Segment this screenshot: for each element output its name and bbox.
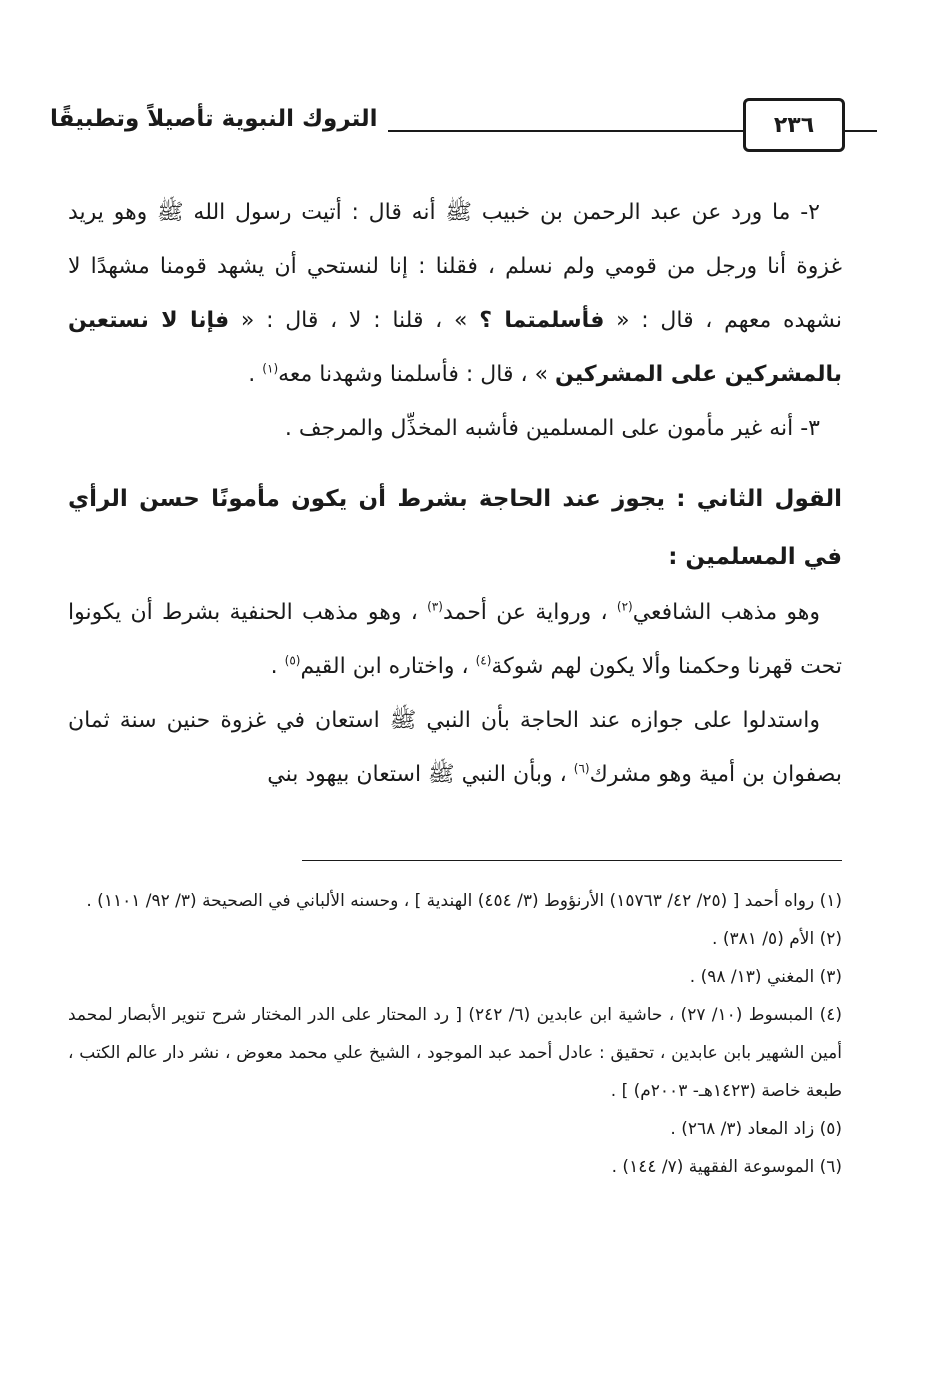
footnote-2: (٢) الأم (٥/ ٣٨١) . [712, 929, 842, 949]
paragraph-text: ، وبأن النبي ﷺ استعان بيهود بني [267, 762, 574, 787]
paragraph-text: . [248, 362, 263, 387]
paragraph-text: ، وهو مذهب الحنفية بشرط أن يكونوا تحت قهرنا وحكمنا وألا يكون لهم شوكة [68, 600, 842, 679]
footnote-ref: (٦) [573, 761, 590, 776]
footnote-ref: (٣) [427, 599, 443, 614]
main-text [68, 186, 842, 802]
paragraph-text: » ، قال : فأسلمنا وشهدنا معه [278, 362, 549, 387]
footnote-6: (٦) الموسوعة الفقهية (٧/ ١٤٤) . [611, 1157, 842, 1177]
hadith-quote: فإنا لا نستعين بالمشركين على المشركين [68, 308, 842, 387]
running-title: التروك النبوية تأصيلاً وتطبيقًا [40, 106, 388, 132]
paragraph-evidence-2 [68, 186, 842, 456]
paragraph-text: ، واختاره ابن القيم [300, 654, 476, 679]
footnote-ref: (٢) [616, 599, 633, 614]
footnote-ref: (٥) [284, 653, 301, 668]
footnote-ref: (٤) [475, 653, 492, 668]
footnotes [68, 882, 842, 1186]
footnote-1: (١) رواه أحمد [ (٢٥/ ٤٢/ ١٥٧٦٣) الأرنؤوط (٣/ ٤٥٤) الهندية ] ، وحسنه الألباني في الصحيحة (٣/ ٩٢/ ١١٠١) . [86, 891, 842, 911]
hadith-quote: فأسلمتما ؟ [479, 308, 605, 333]
paragraph-text: وهو مذهب الشافعي [632, 600, 821, 625]
footnote-ref: (١) [262, 361, 279, 376]
footnote-4: (٤) المبسوط (١٠/ ٢٧) ، حاشية ابن عابدين (٦/ ٢٤٢) [ رد المحتار على الدر المختار شرح تنوير الأبصار لمحمد أمين الشهير بابن عابدين ، تحقيق : عادل أحمد عبد الموجود ، الشيخ علي محمد معوض ، نشر دار عالم الكتب ، طبعة خاصة (١٤٢٣هـ- ٢٠٠٣م) ] . [68, 1005, 842, 1101]
footnote-5: (٥) زاد المعاد (٣/ ٢٦٨) . [670, 1119, 842, 1139]
footnote-separator [302, 860, 842, 861]
paragraph-opinion [68, 586, 842, 802]
paragraph-evidence-3: ٣- أنه غير مأمون على المسلمين فأشبه المخذِّل والمرجف . [284, 416, 820, 441]
paragraph-text: ٢- ما ورد عن عبد الرحمن بن خبيب ﷺ أنه قال : أتيت رسول الله ﷺ وهو يريد غزوة أنا ورجل من قومي ولم نسلم ، فقلنا : إنا لنستحي أن يشهد قومنا مشهدًا لا نشهده معهم ، قال : « [68, 200, 842, 333]
page-header [40, 92, 877, 152]
paragraph-text: » ، قلنا : لا ، قال : « [240, 308, 468, 333]
section-heading: القول الثاني : يجوز عند الحاجة بشرط أن يكون مأمونًا حسن الرأي في المسلمين : [68, 486, 842, 570]
paragraph-text: واستدلوا على جوازه عند الحاجة بأن النبي ﷺ استعان في غزوة حنين سنة ثمان بصفوان بن أمية وهو مشرك [68, 708, 842, 787]
header-rule-stub [845, 130, 877, 132]
footnote-3: (٣) المغني (١٣/ ٩٨) . [689, 967, 842, 987]
paragraph-text: ، ورواية عن أحمد [442, 600, 617, 625]
paragraph-text: . [270, 654, 285, 679]
page-number: ٢٣٦ [743, 98, 845, 152]
